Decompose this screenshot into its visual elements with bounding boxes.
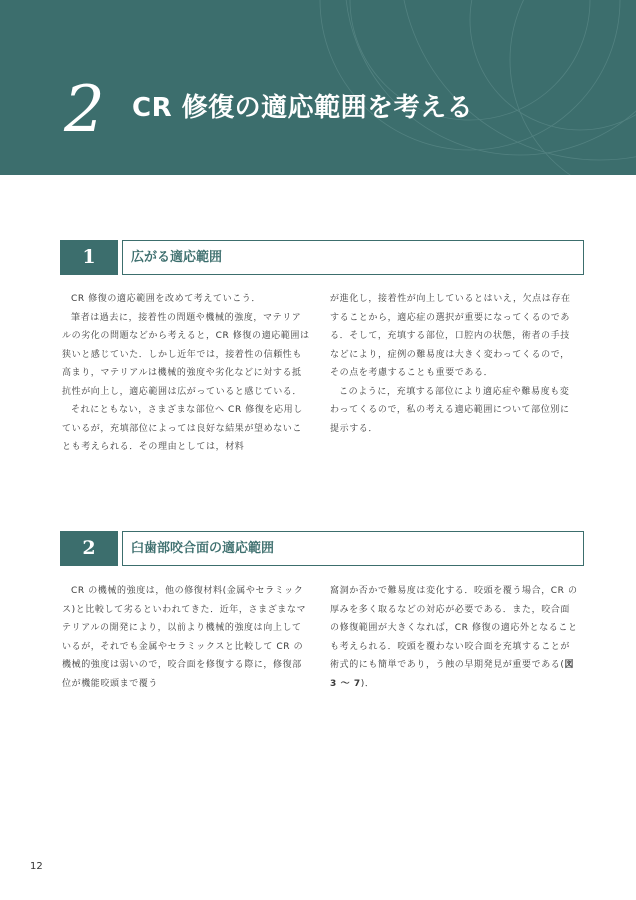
section-2-paragraph [330, 582, 578, 693]
section-2-right-column [330, 582, 578, 693]
section-2-title: 臼歯部咬合面の適応範囲 [122, 531, 584, 566]
section-1-paragraph: CR 修復の適応範囲を改めて考えていこう． [71, 294, 261, 304]
section-1-paragraph: それにともない，さまざまな部位へ CR 修復を応用しているが，充填部位によっては良好な結果が望めないことも考えられる．その理由としては，材料 [62, 405, 303, 452]
section-2-number: 2 [60, 531, 118, 566]
section-2-heading [60, 531, 576, 566]
chapter-header [0, 0, 636, 175]
section-2-text: 窩洞か否かで難易度は変化する．咬頭を覆う場合，CR の厚みを多く取るなどの対応が必要である．また，咬合面の修復範囲が大きくなれば，CR 修復の適応外となることも考えられる．咬頭を覆わない咬合面を充填することが術式的にも簡単であり，う蝕の早期発見が重要である( [330, 586, 578, 670]
section-2-left-column [62, 582, 310, 693]
page-number: 12 [30, 861, 43, 872]
section-1-heading [60, 240, 576, 275]
chapter-title: CR 修復の適応範囲を考える [132, 93, 474, 123]
section-1-title: 広がる適応範囲 [122, 240, 584, 275]
section-2-text-tail: )． [360, 678, 375, 689]
figure-reference: 図 3 〜 7 [330, 660, 575, 689]
section-1-paragraph: このように，充填する部位により適応症や難易度も変わってくるので，私の考える適応範囲について部位別に提示する． [330, 386, 570, 434]
section-1-right-column [330, 290, 578, 438]
section-1-paragraph: が進化し，接着性が向上しているとはいえ，欠点は存在することから，適応症の選択が重要になってくるのである．そして，充填する部位，口腔内の状態，術者の手技などにより，症例の難易度は大きく変わってくるので，その点を考慮することも重要である． [330, 294, 571, 378]
section-1-left-column [62, 290, 310, 457]
chapter-number: 2 [64, 73, 105, 147]
section-1-paragraph: 筆者は過去に，接着性の問題や機械的強度，マテリアルの劣化の問題などから考えると，CR 修復の適応範囲は狭いと感じていた．しかし近年では，接着性の信頼性も高まり，マテリアルは機械的強度や劣化などに対する抵抗性が向上し，適応範囲は広がっていると感じている． [62, 312, 310, 397]
section-1-number: 1 [60, 240, 118, 275]
section-2-paragraph: CR の機械的強度は，他の修復材料(金属やセラミックス)と比較して劣るといわれてきた．近年，さまざまなマテリアルの開発により，以前より機械的強度は向上しているが，それでも金属やセラミックスと比較して CR の機械的強度は弱いので，咬合面を修復する際に，修復部位が機能咬頭まで覆う [62, 586, 307, 689]
